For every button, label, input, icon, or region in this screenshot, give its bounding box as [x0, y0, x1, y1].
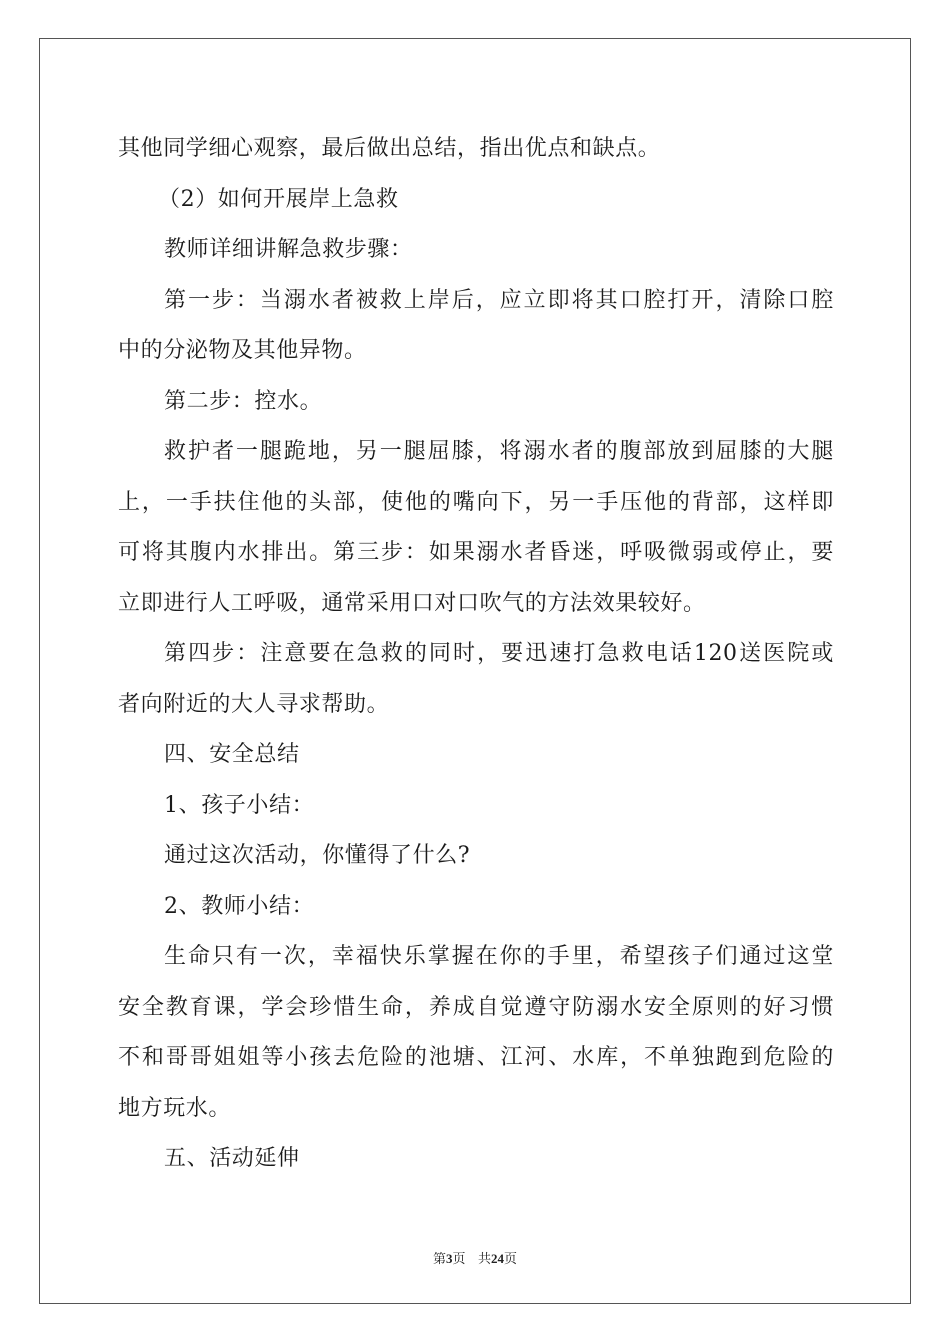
document-body	[118, 124, 834, 1185]
subheading-line: 2、教师小结：	[164, 893, 315, 919]
paragraph-line: 第一步：当溺水者被救上岸后，应立即将其口腔打开，清除口腔	[164, 287, 834, 313]
paragraph-line: 立即进行人工呼吸，通常采用口对口吹气的方法效果较好。	[118, 590, 706, 616]
paragraph-line: 其他同学细心观察，最后做出总结，指出优点和缺点。	[118, 136, 661, 161]
paragraph-line: 通过这次活动，你懂得了什么?	[164, 843, 471, 868]
page-number: 3	[446, 1251, 453, 1266]
paragraph-line: 地方玩水。	[118, 1095, 232, 1121]
paragraph-line: 生命只有一次，幸福快乐掌握在你的手里，希望孩子们通过这堂	[164, 944, 834, 969]
subheading-line: （2）如何开展岸上急救	[158, 186, 399, 212]
paragraph-line: 安全教育课，学会珍惜生命，养成自觉遵守防溺水安全原则的好习惯	[118, 994, 834, 1020]
total-pages: 24	[490, 1251, 504, 1266]
paragraph-line: 不和哥哥姐姐等小孩去危险的池塘、江河、水库，不单独跑到危险的	[118, 1045, 834, 1070]
page-footer	[0, 1248, 950, 1267]
paragraph-line: 教师详细讲解急救步骤：	[164, 237, 413, 262]
paragraph-line: 中的分泌物及其他异物。	[118, 338, 367, 363]
total-suffix: 页	[503, 1252, 517, 1267]
paragraph-line: 第二步：控水。	[164, 388, 323, 414]
total-prefix: 共	[477, 1252, 491, 1267]
page-prefix: 第	[433, 1252, 447, 1267]
paragraph-line: 第四步：注意要在急救的同时，要迅速打急救电话120送医院或	[164, 641, 834, 666]
paragraph-line: 救护者一腿跪地，另一腿屈膝，将溺水者的腹部放到屈膝的大腿	[164, 439, 834, 464]
page-suffix: 页	[452, 1252, 466, 1267]
paragraph-line: 上，一手扶住他的头部，使他的嘴向下，另一手压他的背部，这样即	[118, 489, 834, 515]
paragraph-line: 者向附近的大人寻求帮助。	[118, 691, 390, 717]
subheading-line: 1、孩子小结：	[164, 792, 315, 818]
section-heading: 四、安全总结	[164, 742, 300, 767]
paragraph-line: 可将其腹内水排出。第三步：如果溺水者昏迷，呼吸微弱或停止，要	[118, 540, 834, 565]
section-heading: 五、活动延伸	[164, 1146, 300, 1171]
